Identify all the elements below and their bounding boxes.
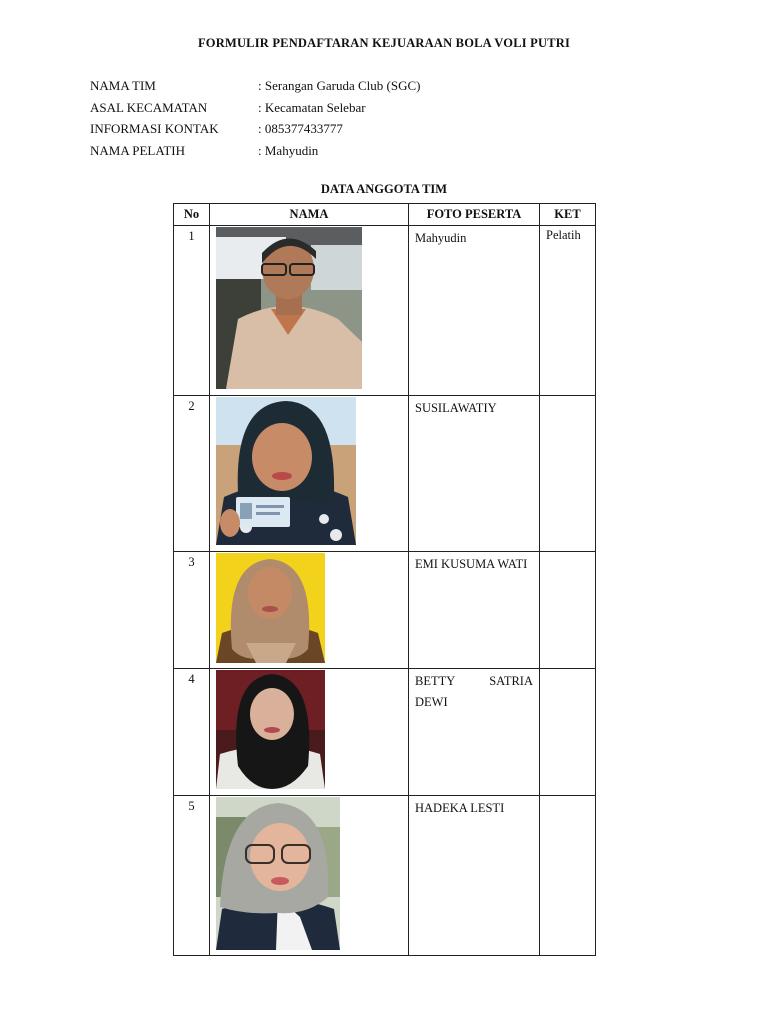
table-row xyxy=(174,226,596,396)
row-number-cell xyxy=(174,226,210,396)
table-title: DATA ANGGOTA TIM xyxy=(320,182,448,196)
photo-cell xyxy=(210,669,409,796)
photo-cell xyxy=(210,552,409,669)
table-header-row xyxy=(174,204,596,226)
header-nama: NAMA xyxy=(210,204,409,226)
table-row xyxy=(174,552,596,669)
participant-photo-4 xyxy=(216,670,325,789)
info-row-contact xyxy=(90,118,420,140)
info-value: : Mahyudin xyxy=(258,142,319,158)
ket-cell xyxy=(540,552,596,669)
participant-photo-2 xyxy=(216,397,356,545)
participant-name: SUSILAWATIY xyxy=(415,401,497,415)
photo-cell xyxy=(210,796,409,956)
info-value: : 085377433777 xyxy=(258,121,343,136)
ket-cell xyxy=(540,396,596,552)
table-row xyxy=(174,796,596,956)
participant-ket xyxy=(540,669,595,671)
row-number-cell xyxy=(174,552,210,669)
info-row-coach xyxy=(90,140,420,162)
row-number-cell xyxy=(174,396,210,552)
ket-cell xyxy=(540,226,596,396)
members-table xyxy=(173,203,596,956)
info-row-team-name xyxy=(90,75,420,97)
row-number: 1 xyxy=(188,229,195,243)
row-number: 3 xyxy=(188,555,195,569)
row-number-cell xyxy=(174,669,210,796)
info-label: ASAL KECAMATAN xyxy=(90,99,208,115)
row-number: 5 xyxy=(188,799,195,813)
ket-cell xyxy=(540,669,596,796)
participant-ket xyxy=(540,396,595,398)
photo-cell xyxy=(210,396,409,552)
row-number-cell xyxy=(174,796,210,956)
photo-cell xyxy=(210,226,409,396)
header-no: No xyxy=(174,204,210,226)
participant-ket xyxy=(540,552,595,554)
participant-name: HADEKA LESTI xyxy=(415,801,505,815)
participant-photo-1 xyxy=(216,227,362,389)
form-title: FORMULIR PENDAFTARAN KEJUARAAN BOLA VOLI PUTRI xyxy=(197,36,571,50)
header-foto: FOTO PESERTA xyxy=(409,204,540,226)
info-label: INFORMASI KONTAK xyxy=(90,121,219,136)
info-value: : Kecamatan Selebar xyxy=(258,99,366,115)
participant-ket: Pelatih xyxy=(546,228,581,242)
name-cell xyxy=(409,796,540,956)
participant-photo-5 xyxy=(216,797,340,950)
team-info xyxy=(90,75,420,161)
name-cell xyxy=(409,226,540,396)
table-row xyxy=(174,396,596,552)
participant-name: BETTY SATRIA DEWI xyxy=(415,674,533,709)
participant-name: EMI KUSUMA WATI xyxy=(415,557,528,571)
table-row xyxy=(174,669,596,796)
name-cell xyxy=(409,552,540,669)
ket-cell xyxy=(540,796,596,956)
row-number: 2 xyxy=(188,399,195,413)
info-value: : Serangan Garuda Club (SGC) xyxy=(258,78,421,93)
name-cell xyxy=(409,396,540,552)
participant-photo-3 xyxy=(216,553,325,663)
info-row-district xyxy=(90,97,420,119)
info-label: NAMA TIM xyxy=(90,78,156,93)
row-number: 4 xyxy=(188,672,195,686)
name-cell xyxy=(409,669,540,796)
header-ket: KET xyxy=(540,204,596,226)
info-label: NAMA PELATIH xyxy=(90,142,185,158)
participant-name: Mahyudin xyxy=(415,231,467,245)
participant-ket xyxy=(540,796,595,798)
